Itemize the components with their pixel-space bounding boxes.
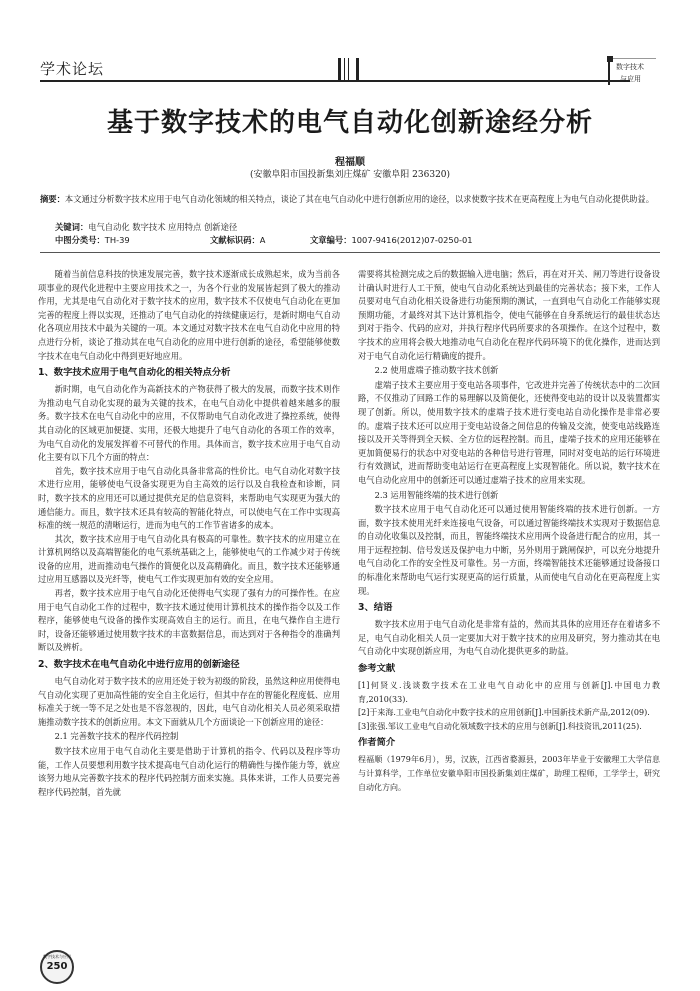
paragraph: 首先，数字技术应用于电气自动化具备非常高的性价比。电气自动化对数字技术进行应用，能够使电气设备实现更为自主高效的运行以及自我检查和诊断，同时，数字技术的应用还可以通过提供充足的信息资料，来帮助电气实现更为强大的通信能力。而且，数字技术还具有较高的智能化特点，可以使电气在工作中实现高标准的统一规范的清晰运行，进而为电气的工作节省诸多的成本。 xyxy=(38,465,340,531)
page-number: 250 xyxy=(46,961,68,972)
right-column xyxy=(358,268,660,794)
brand-square-icon xyxy=(607,56,613,62)
doc-code xyxy=(210,234,265,246)
page-number-badge xyxy=(40,950,74,984)
author-affiliation: (安徽阜阳市国投新集刘庄煤矿 安徽阜阳 236320) xyxy=(249,170,451,180)
reference-item: [2]于来海.工业电气自动化中数字技术的应用创新[J].中国新技术新产品,2012(09). xyxy=(358,708,650,718)
header-separator xyxy=(40,252,660,253)
reference-item: [3]张强.邹议工业电气自动化领域数字技术的应用与创新[J].科技资讯,2011(25). xyxy=(358,721,642,731)
clc-value: TH-39 xyxy=(104,235,130,245)
abstract-text: 本文通过分析数字技术应用于电气自动化领域的相关特点，谈论了其在电气自动化中进行创新应用的途径，以求使数字技术在更高程度上为电气自动化提供助益。 xyxy=(64,194,654,204)
paragraph: 其次，数字技术应用于电气自动化具有极高的可靠性。数字技术的应用建立在计算机网络以及高端智能化的电气系统基础之上，能够使电气的工作减少对于传统设备的应用，进而推动电气操作的简便化以及高精确化。而且，数字技术还能够通过应用互感器以及光纤等，使电气工作实现更加有效的安全应用。 xyxy=(38,533,340,585)
references-heading: 参考文献 xyxy=(358,663,396,675)
section-3-heading: 3、结语 xyxy=(358,602,393,614)
clc-label: 中图分类号： xyxy=(55,235,105,245)
article-number xyxy=(310,234,473,246)
references-list xyxy=(358,679,660,733)
paragraph: 数字技术应用于电气自动化是非常有益的，然而其具体的应用还存在着诸多不足，电气自动化相关人员一定要加大对于数字技术的应用及研究，努力推动其在电气自动化中实现创新应用，为电气自动化提供更多的助益。 xyxy=(358,619,660,657)
journal-brand xyxy=(608,58,656,85)
clc-number xyxy=(55,234,130,246)
section-label: 学术论坛 xyxy=(40,60,105,78)
intro-paragraph: 随着当前信息科技的快速发展完善，数字技术逐渐成长成熟起来，成为当前各项事业的现代化进程中主要应用技术之一，为各个行业的发展皆起到了极大的推动作用，尤其是电气自动化对于数字技术的应用，数字技术不仅使电气自动化在更加完善的程度上得以实现，还推动了电气自动化的持续健康运行，是新时期电气自动化各项应用技术中最为关键的一项。本文通过对数字技术在电气自动化中应用的特点进行分析，谈论了推动其在电气自动化的应用中进行创新的途径，希望能够使数字技术在电气自动化中得到更好地应用。 xyxy=(38,269,340,361)
paragraph: 新时期，电气自动化作为高新技术的产物获得了极大的发展，而数字技术则作为推动电气自动化实现的最为关键的技术，在电气自动化中提供着越来越多的服务。数字技术在电气自动化中的应用，不仅帮助电气自动化改进了操控系统，使得其自动化的区域更加便捷、实用，还极大地提升了电气自动化的各项工作的效率，为电气自动化的发展发挥着不可替代的作用。具体而言，数字技术应用于电气自动化主要有以下几个方面的特点： xyxy=(38,384,340,463)
article-no-label: 文章编号： xyxy=(310,235,352,245)
paper-title: 基于数字技术的电气自动化创新途经分析 xyxy=(106,108,593,138)
brand-line-2: 与应用 xyxy=(620,75,641,83)
paragraph: 数字技术应用于电气自动化主要是借助于计算机的指令、代码以及程序等功能，工作人员要想利用数字技术提高电气自动化运行的精确性与操作能力等，就应该努力地从完善数字技术的程序代码控制方面来实施。具体来讲，工作人员要完善程序代码控制，首先就 xyxy=(38,746,340,797)
section-2-heading: 2、数字技术在电气自动化中进行应用的创新途径 xyxy=(38,659,240,671)
keywords-label: 关键词： xyxy=(55,222,89,232)
author-bio: 程福顺（1979年6月），男，汉族，江西省婺源县，2003年毕业于安徽理工大学信息与计算科学，工作单位安徽阜阳市国投新集刘庄煤矿，助理工程师，工学学士，研究自动化方向。 xyxy=(358,755,660,792)
paragraph: 再者，数字技术应用于电气自动化还使得电气实现了强有力的可操作性。在应用于电气自动化工作的过程中，数字技术通过使用计算机技术的操作指令以及工作程序，能够使电气设备的操作实现高效自主的运行。而且，在电气操作自主进行时，设备还能够通过使用数字技术的丰富数据信息，而达到对于各种指令的准确判断以及辨析。 xyxy=(38,588,340,653)
paragraph: 数字技术应用于电气自动化还可以通过使用智能终端的技术进行创新。一方面，数字技术使用光纤来连接电气设备，可以通过智能终端技术实现对于数据信息的自动化收集以及控制，而且，智能终端技术应用两个设备进行配合的应用，其一用于远程控制、信号发送及保护电力中断，另外则用于跳闸保护，可以充分地提升电气自动化工作的安全性及可靠性。另一方面，终端智能技术还能够通过设备接口的标准化来帮助电气运行实现更高的运行质量，从而使电气自动化在更高程度上实现。 xyxy=(358,504,660,596)
subsection-2-3-heading: 2.3 运用智能终端的技术进行创新 xyxy=(374,489,499,500)
paragraph: 虚端子技术主要应用于变电站各项事件，它改进并完善了传统状态中的二次回路，不仅推动了回路工作的易理解以及简便化，还使得变电站的设计以及装置都实现了创新。所以，使用数字技术的虚端子技术进行变电站自动化操作是非常必要的。虚端子技术还可以应用于变电站设备之间信息的传输及交流，使变电站线路连接以及开关等得到全天候、全方位的远程控制。而且，虚端子技术的应用还能够在更加简便易行的状态中对变电站的各种信号进行管理，同时对变电站的运行环境进行有效测试，进而帮助变电站运行在更高程度上实现智能化。所以说，数字技术在电气自动化应用中的创新还可以通过虚端子技术的应用来实现。 xyxy=(358,379,660,485)
abstract-label: 摘要： xyxy=(40,194,65,204)
left-column xyxy=(38,268,340,799)
subsection-2-2-heading: 2.2 使用虚端子推动数字技术创新 xyxy=(374,365,499,376)
header-rule xyxy=(40,80,630,82)
article-no-value: 1007-9416(2012)07-0250-01 xyxy=(351,235,473,245)
keywords xyxy=(55,221,675,234)
author-name: 程福顺 xyxy=(335,157,365,168)
subsection-2-1-heading: 2.1 完善数字技术的程序代码控制 xyxy=(54,731,179,742)
doc-code-label: 文献标识码： xyxy=(210,235,260,245)
paragraph: 电气自动化对于数字技术的应用还处于较为初级的阶段，虽然这种应用使得电气自动化实现了更加高性能的安全自主化运行，但其中存在的智能化程度低、应用标准关于统一等不足之处也是不容忽视的，因此，电气自动化相关人员必须采取措施推动数字技术的创新应用。本文下面就从几个方面谈论一下创新应用的途径： xyxy=(38,676,340,727)
doc-code-value: A xyxy=(259,235,266,245)
reference-item: [1]何贤义.浅谈数字技术在工业电气自动化中的应用与创新[J].中国电力教育,2010(33). xyxy=(358,681,660,704)
author-bio-heading: 作者简介 xyxy=(358,737,396,749)
section-1-heading: 1、数字技术应用于电气自动化的相关特点分析 xyxy=(38,367,231,379)
badge-text: 数字技术与应用 xyxy=(43,954,71,959)
abstract xyxy=(40,193,660,206)
paragraph: 需要将其检测完成之后的数据输入进电脑；然后，再在对开关、闸刀等进行设备设计确认时进行人工干预，使电气自动化系统达到最佳的完善状态；接下来，工作人员要对电气自动化相关设备进行功能预期的测试，一直到电气自动化工作能够实现预期功能，才最终对其下达计算机指令，使电气能够在自身系统运行的最佳状态达到对于指令、代码的应对，并执行程序代码所要求的各项操作。在这个过程中，数字技术的应用将会极大地推动电气自动化在程序代码环境下的优化操作，进而达到对于电气自动化运行精确度的提升。 xyxy=(358,269,660,361)
keywords-text: 电气自动化 数字技术 应用特点 创新途径 xyxy=(88,222,238,232)
brand-line-1: 数字技术 xyxy=(616,63,644,71)
